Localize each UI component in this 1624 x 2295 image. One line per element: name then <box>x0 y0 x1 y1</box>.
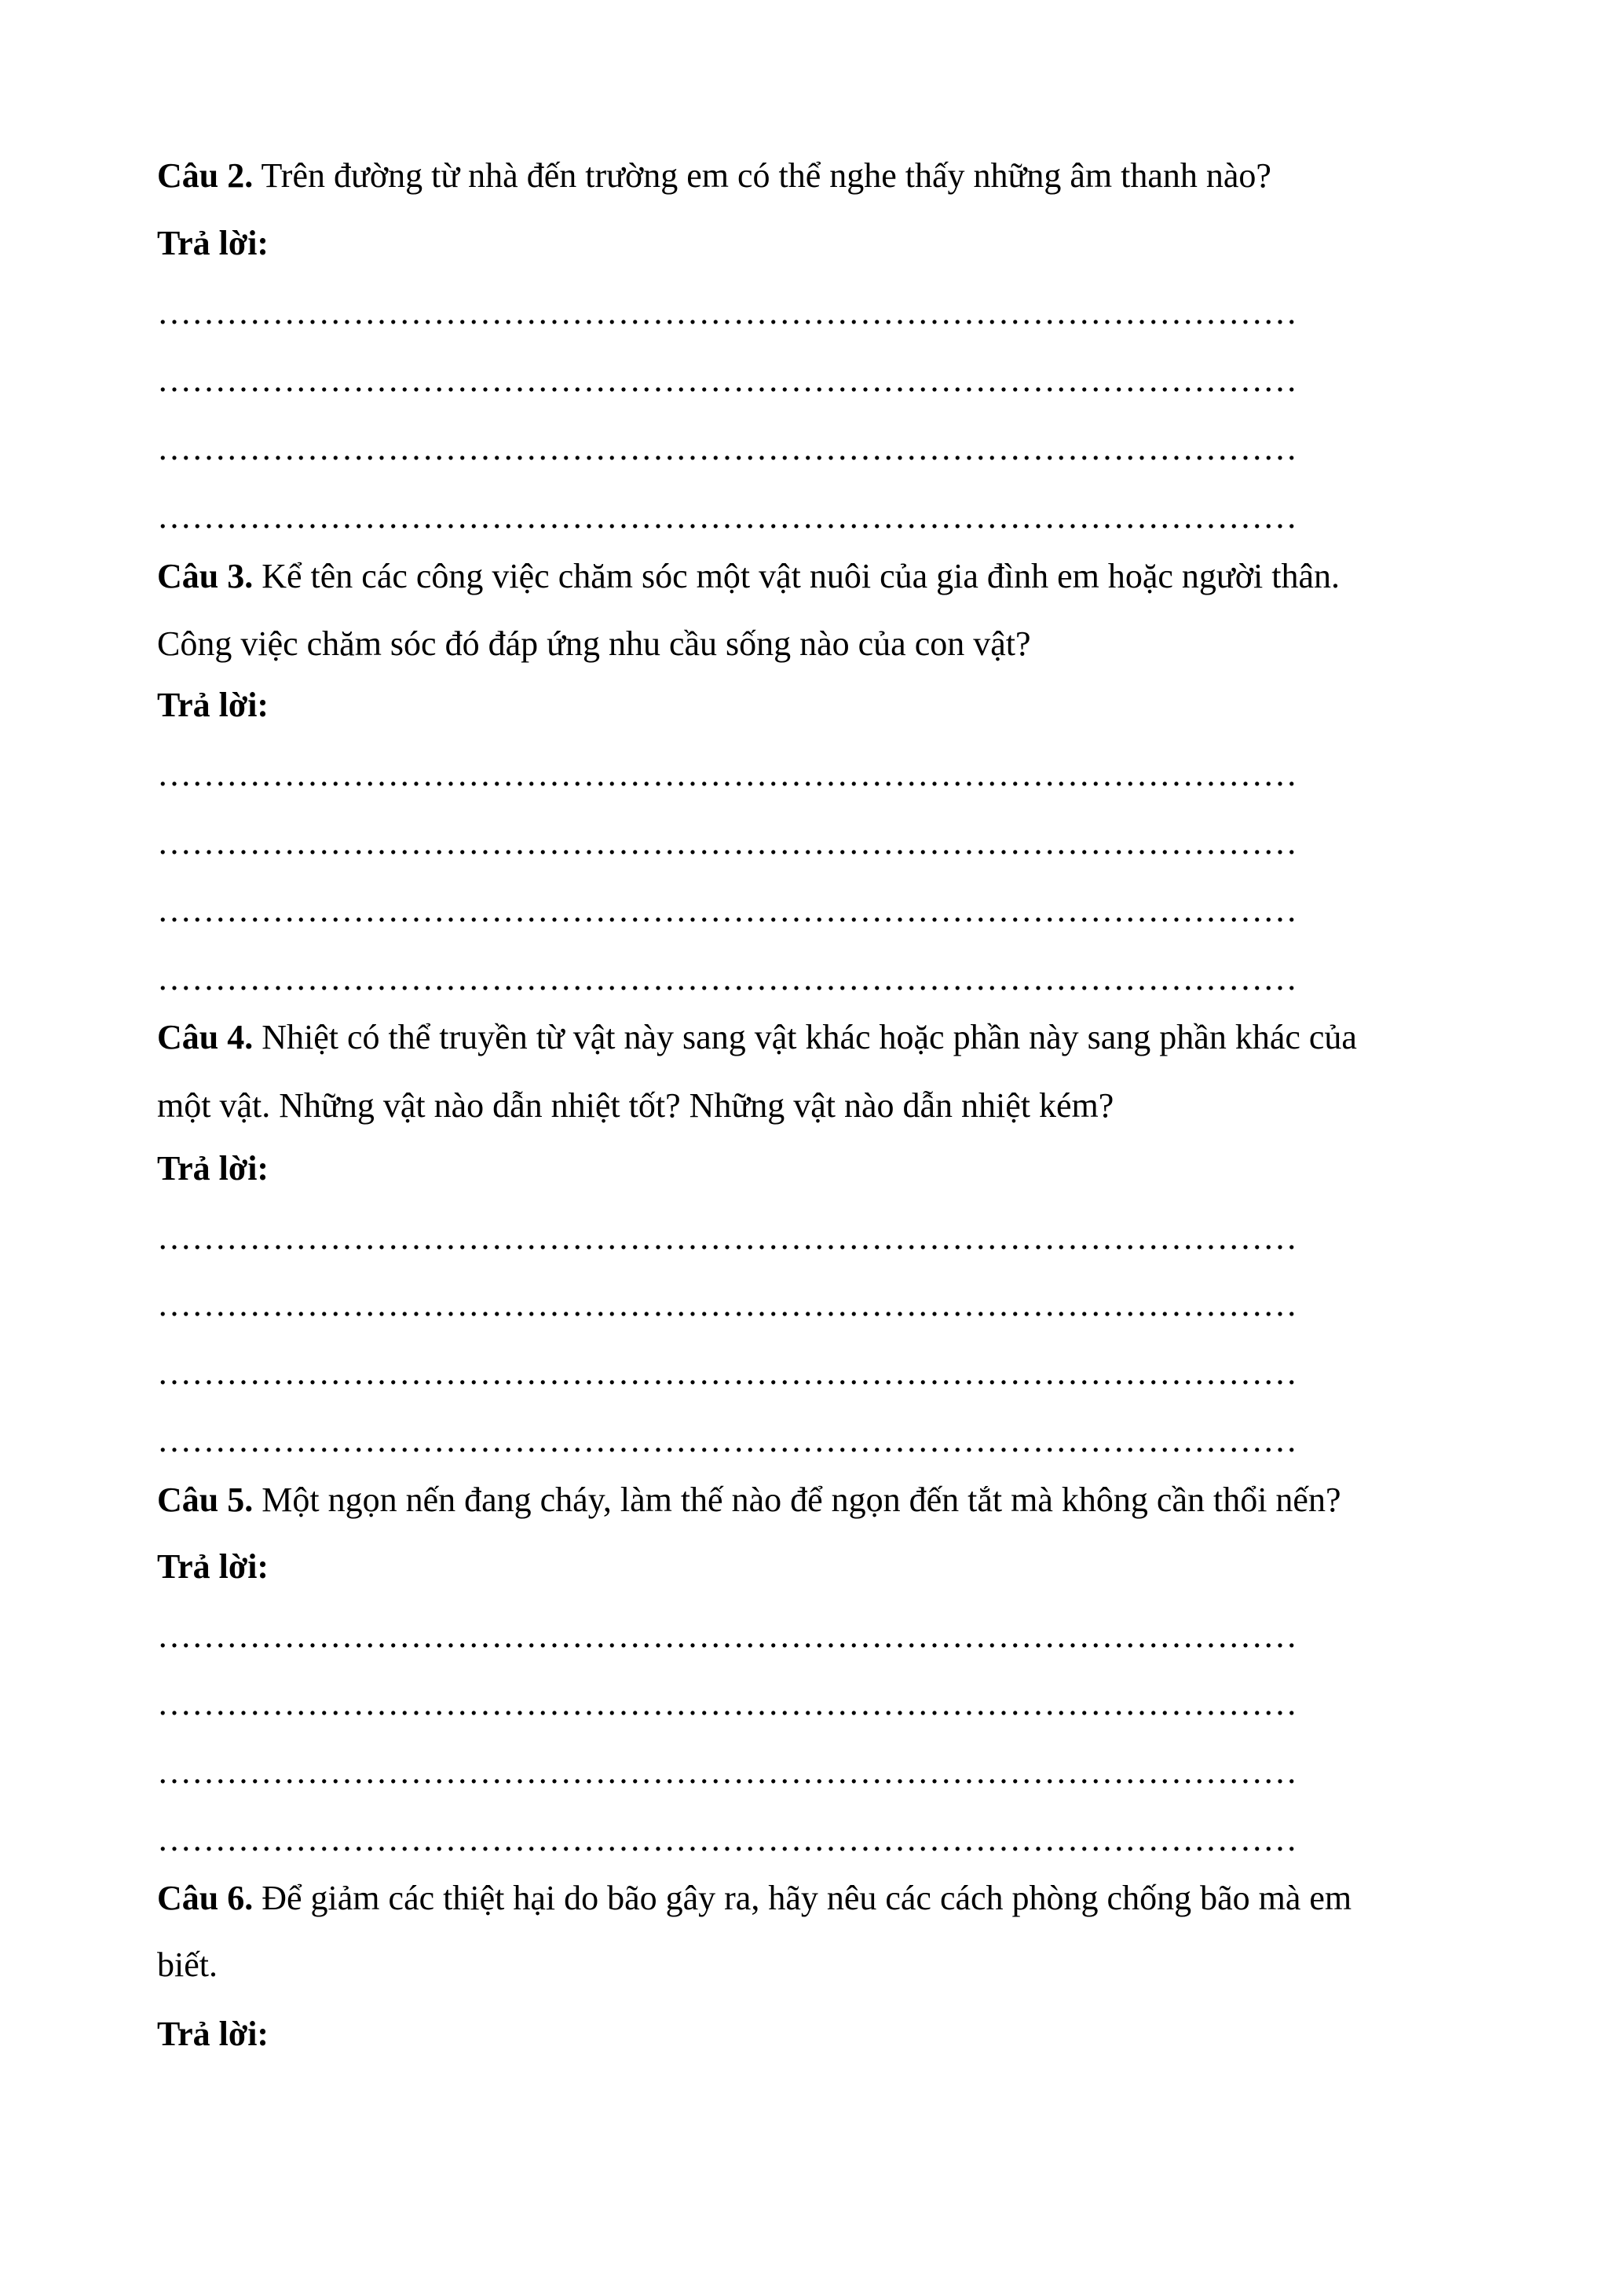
question-6-answer-label: Trả lời: <box>157 2015 269 2053</box>
question-5-answer-line-2[interactable]: ……………………………………………………………………………………… <box>157 1684 1297 1722</box>
question-4-text-2: một vật. Những vật nào dẫn nhiệt tốt? Những vật nào dẫn nhiệt kém? <box>157 1086 1114 1125</box>
question-6-line-1 <box>157 1876 1352 1920</box>
question-2-answer-line-4[interactable]: ……………………………………………………………………………………… <box>157 497 1297 536</box>
question-6-text-1: Để giảm các thiệt hại do bão gây ra, hãy nêu các cách phòng chống bão mà em <box>262 1879 1352 1917</box>
question-5-label: Câu 5. <box>157 1481 254 1519</box>
question-4-line-1 <box>157 1016 1357 1060</box>
question-6-label: Câu 6. <box>157 1879 254 1917</box>
question-4-answer-line-4[interactable]: ……………………………………………………………………………………… <box>157 1421 1297 1459</box>
question-4-answer-line-2[interactable]: ……………………………………………………………………………………… <box>157 1285 1297 1323</box>
question-2-answer-line-2[interactable]: ……………………………………………………………………………………… <box>157 361 1297 399</box>
question-2-text: Trên đường từ nhà đến trường em có thể nghe thấy những âm thanh nào? <box>261 156 1271 195</box>
question-3-answer-line-1[interactable]: ……………………………………………………………………………………… <box>157 755 1297 793</box>
question-2-label: Câu 2. <box>157 156 254 195</box>
question-4-answer-line-1[interactable]: ……………………………………………………………………………………… <box>157 1218 1297 1257</box>
question-4-answer-line-3[interactable]: ……………………………………………………………………………………… <box>157 1353 1297 1392</box>
question-3-line-1 <box>157 555 1340 598</box>
question-6-text-2: biết. <box>157 1945 218 1984</box>
question-5-answer-label: Trả lời: <box>157 1547 269 1586</box>
question-4-text-1: Nhiệt có thể truyền từ vật này sang vật khác hoặc phần này sang phần khác của <box>262 1018 1357 1056</box>
question-3-text-1: Kể tên các công việc chăm sóc một vật nuôi của gia đình em hoặc người thân. <box>262 557 1341 595</box>
question-5-text: Một ngọn nến đang cháy, làm thế nào để ngọn đến tắt mà không cần thổi nến? <box>262 1481 1341 1519</box>
question-4-answer-label: Trả lời: <box>157 1149 269 1188</box>
question-5-answer-line-1[interactable]: ……………………………………………………………………………………… <box>157 1616 1297 1655</box>
question-2-answer-line-1[interactable]: ……………………………………………………………………………………… <box>157 293 1297 331</box>
question-5-line-1 <box>157 1478 1341 1522</box>
question-5-answer-line-3[interactable]: ……………………………………………………………………………………… <box>157 1752 1297 1791</box>
question-3-answer-line-2[interactable]: ……………………………………………………………………………………… <box>157 823 1297 862</box>
question-3-text-2: Công việc chăm sóc đó đáp ứng nhu cầu sống nào của con vật? <box>157 624 1031 663</box>
question-3-answer-line-4[interactable]: ……………………………………………………………………………………… <box>157 959 1297 997</box>
question-2-answer-label: Trả lời: <box>157 224 269 262</box>
question-4-label: Câu 4. <box>157 1018 254 1056</box>
question-3-label: Câu 3. <box>157 557 254 595</box>
question-5-answer-line-4[interactable]: ……………………………………………………………………………………… <box>157 1820 1297 1858</box>
question-2-answer-line-3[interactable]: ……………………………………………………………………………………… <box>157 429 1297 467</box>
question-3-answer-label: Trả lời: <box>157 686 269 724</box>
question-2-line-1 <box>157 154 1271 198</box>
question-3-answer-line-3[interactable]: ……………………………………………………………………………………… <box>157 891 1297 929</box>
